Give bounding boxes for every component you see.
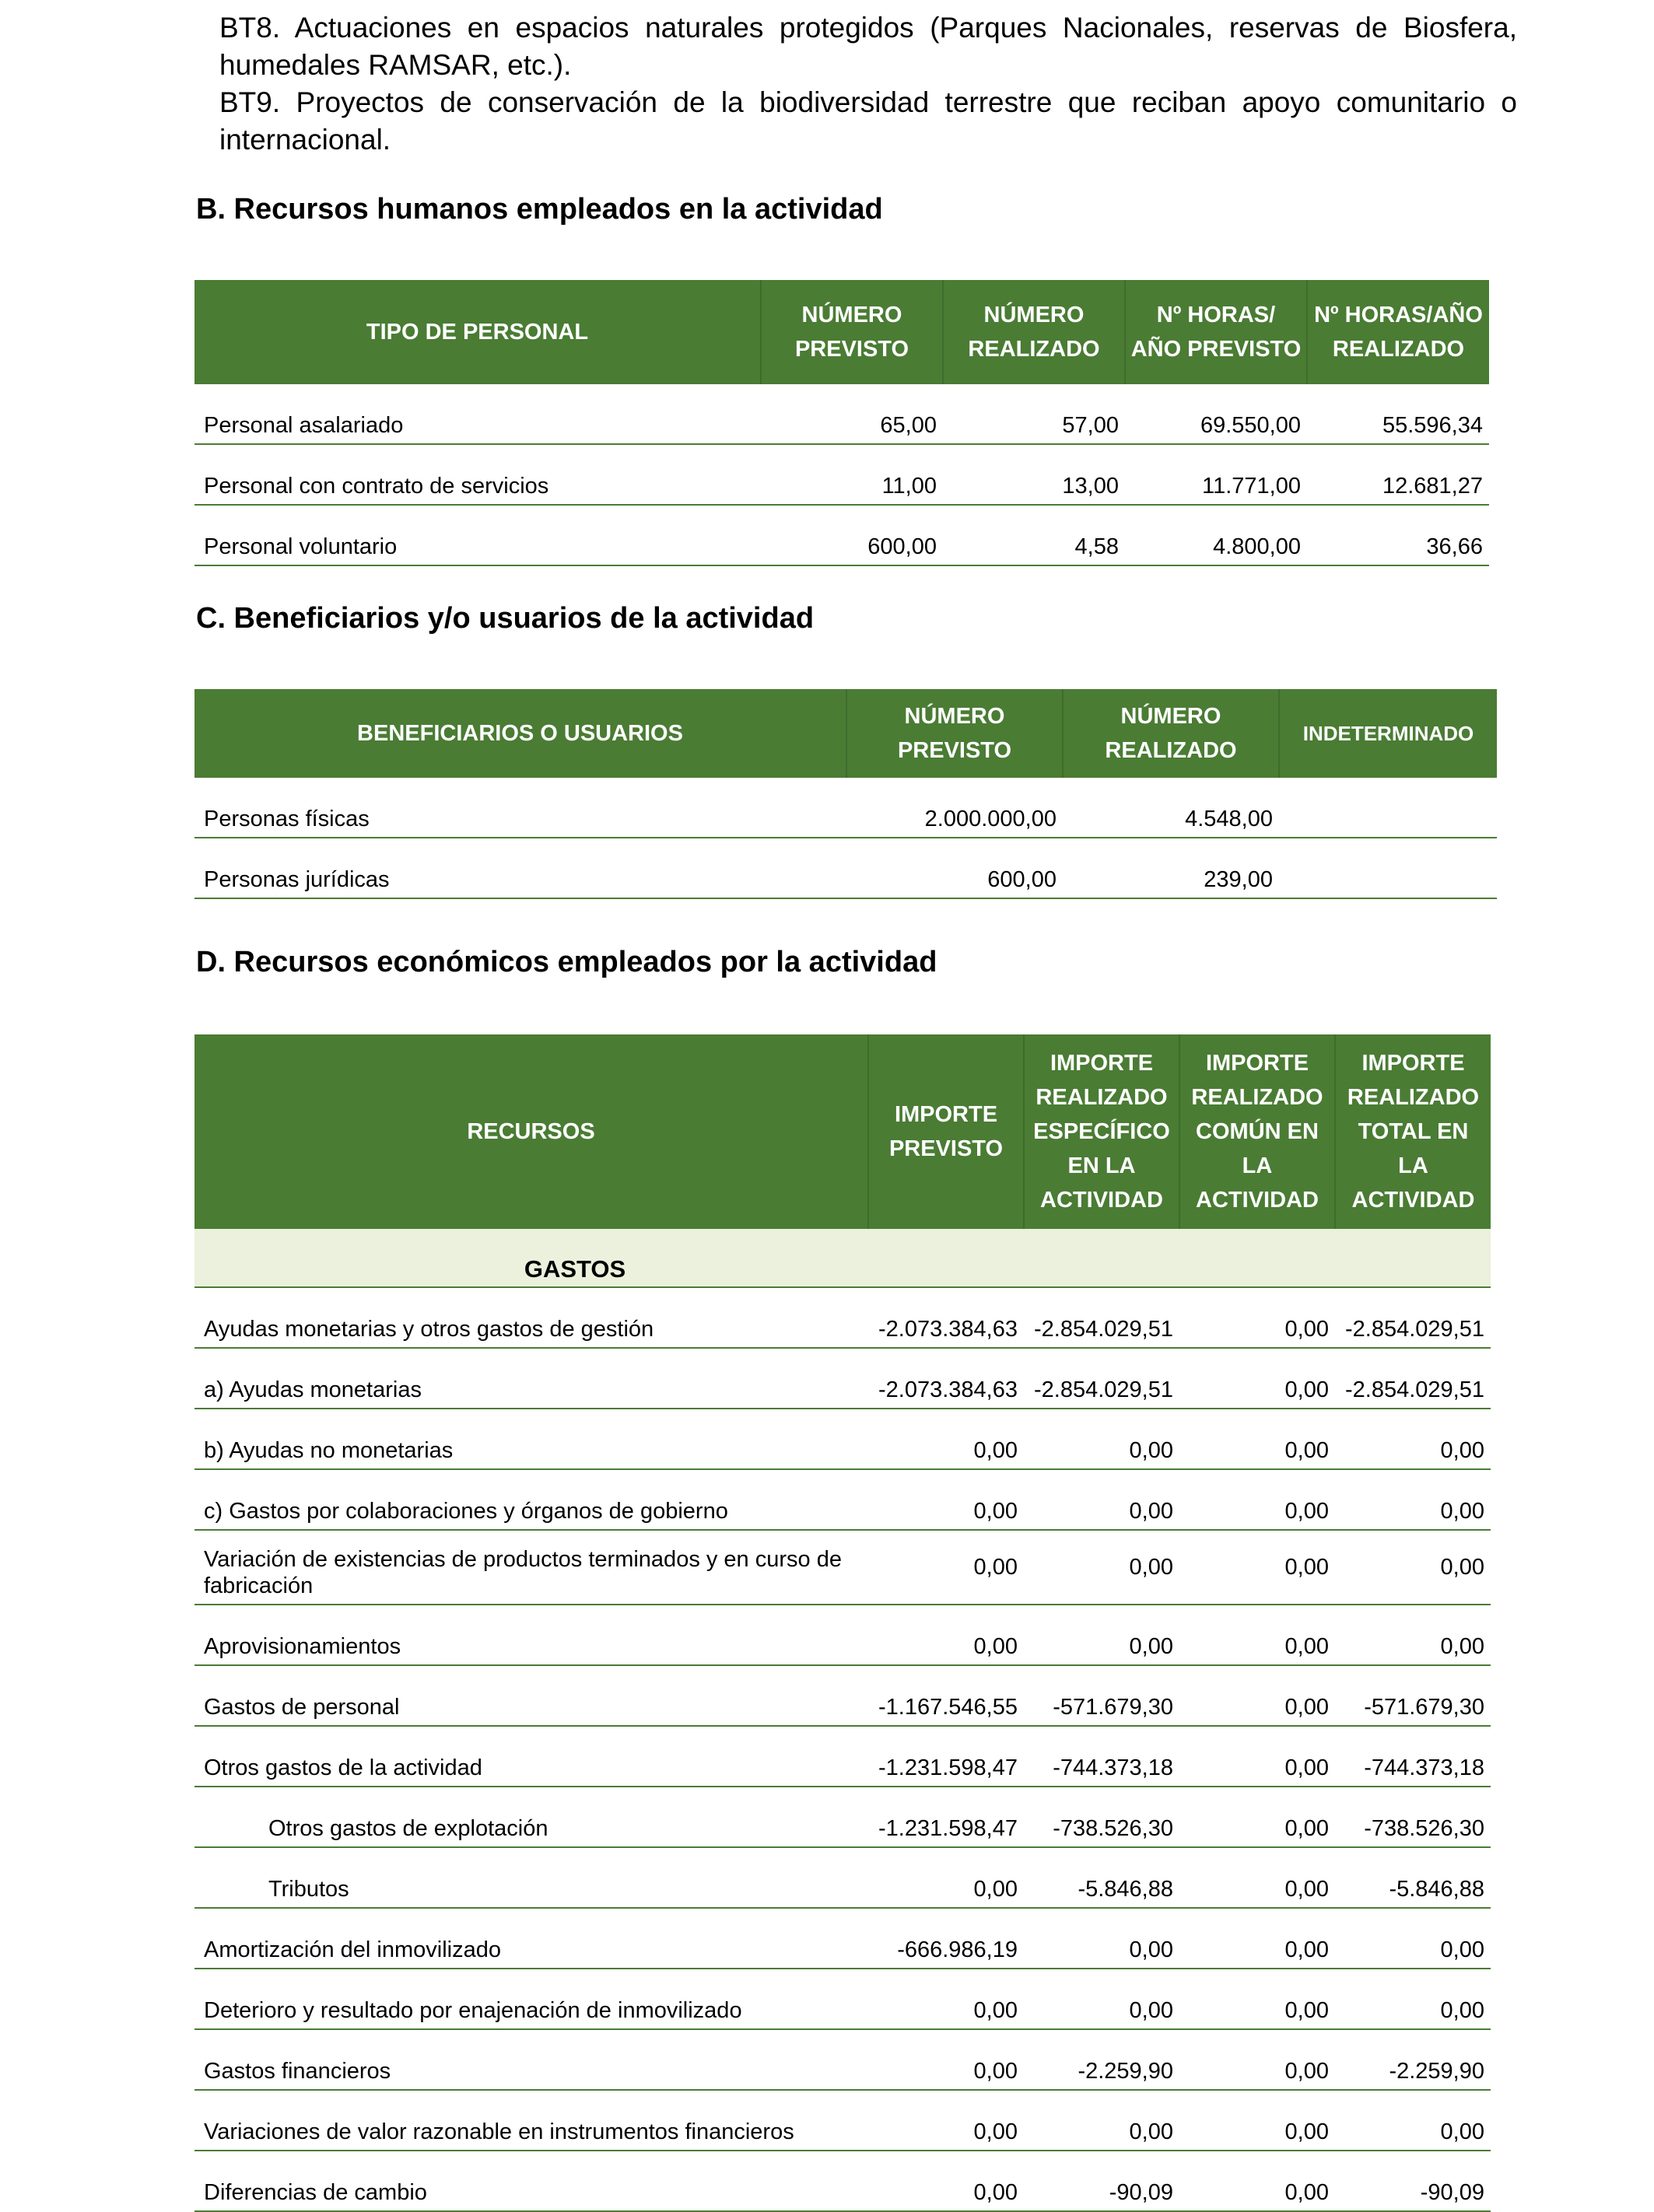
cell-value: -2.073.384,63: [868, 1348, 1024, 1409]
row-label: Aprovisionamientos: [194, 1605, 868, 1665]
row-label: Ayudas monetarias y otros gastos de gestión: [194, 1287, 868, 1348]
section-b-title: B. Recursos humanos empleados en la actividad: [196, 193, 883, 226]
empty-cell: [1335, 1229, 1491, 1287]
cell-value: 0,00: [1179, 1908, 1335, 1969]
cell-value: -2.073.384,63: [868, 1287, 1024, 1348]
table-row: [194, 1726, 1491, 1787]
table-row: [194, 2090, 1491, 2151]
personal-table: [194, 280, 1489, 566]
cell-value: 4.548,00: [1063, 778, 1279, 838]
row-label: Personal asalariado: [194, 384, 761, 444]
recursos-economicos-table: [194, 1034, 1491, 2212]
table-row: [194, 1469, 1491, 1530]
empty-cell: [868, 1229, 1024, 1287]
cell-value: 0,00: [868, 1847, 1024, 1908]
row-label: Otros gastos de explotación: [194, 1787, 868, 1847]
header-numero-previsto: NÚMERO PREVISTO: [761, 280, 943, 384]
row-label: c) Gastos por colaboraciones y órganos de gobierno: [194, 1469, 868, 1530]
cell-value: 0,00: [1024, 1908, 1179, 1969]
cell-value: 0,00: [1024, 2090, 1179, 2151]
table-row: [194, 444, 1489, 505]
cell-value: 13,00: [943, 444, 1125, 505]
cell-value: 0,00: [1179, 1348, 1335, 1409]
cell-value: 239,00: [1063, 838, 1279, 898]
header-numero-realizado: NÚMERO REALIZADO: [1063, 689, 1279, 778]
cell-value: -5.846,88: [1024, 1847, 1179, 1908]
cell-value: -90,09: [1335, 2151, 1491, 2211]
cell-value: [1279, 778, 1497, 838]
row-label: Personas jurídicas: [194, 838, 846, 898]
cell-value: 0,00: [868, 1530, 1024, 1605]
cell-value: 0,00: [1335, 1969, 1491, 2029]
gastos-label: GASTOS: [194, 1229, 868, 1287]
cell-value: 600,00: [846, 838, 1063, 898]
cell-value: 0,00: [1179, 2090, 1335, 2151]
empty-cell: [1179, 1229, 1335, 1287]
table-row: [194, 2029, 1491, 2090]
table-row: [194, 1530, 1491, 1605]
table-row: [194, 1287, 1491, 1348]
gastos-group-row: [194, 1229, 1491, 1287]
table-row: [194, 2151, 1491, 2211]
cell-value: -1.231.598,47: [868, 1787, 1024, 1847]
cell-value: 0,00: [1024, 1969, 1179, 2029]
cell-value: 0,00: [1335, 1409, 1491, 1469]
row-label: b) Ayudas no monetarias: [194, 1409, 868, 1469]
cell-value: -738.526,30: [1335, 1787, 1491, 1847]
cell-value: -2.259,90: [1335, 2029, 1491, 2090]
cell-value: 36,66: [1307, 505, 1489, 565]
header-horas-previsto: Nº HORAS/ AÑO PREVISTO: [1125, 280, 1307, 384]
cell-value: 0,00: [868, 1469, 1024, 1530]
cell-value: 0,00: [868, 2151, 1024, 2211]
row-label: Gastos de personal: [194, 1665, 868, 1726]
cell-value: -1.231.598,47: [868, 1726, 1024, 1787]
cell-value: 0,00: [1335, 1605, 1491, 1665]
cell-value: 0,00: [1024, 1530, 1179, 1605]
cell-value: -2.854.029,51: [1024, 1348, 1179, 1409]
cell-value: 600,00: [761, 505, 943, 565]
table-row: [194, 1409, 1491, 1469]
header-importe-total: IMPORTE REALIZADO TOTAL EN LA ACTIVIDAD: [1335, 1034, 1491, 1229]
cell-value: 0,00: [1179, 1665, 1335, 1726]
row-label: Personal con contrato de servicios: [194, 444, 761, 505]
cell-value: 0,00: [1335, 2090, 1491, 2151]
header-horas-realizado: Nº HORAS/AÑO REALIZADO: [1307, 280, 1489, 384]
header-recursos: RECURSOS: [194, 1034, 868, 1229]
table-row: [194, 838, 1497, 898]
cell-value: 0,00: [868, 1409, 1024, 1469]
cell-value: 11,00: [761, 444, 943, 505]
cell-value: -1.167.546,55: [868, 1665, 1024, 1726]
cell-value: 65,00: [761, 384, 943, 444]
header-importe-especifico: IMPORTE REALIZADO ESPECÍFICO EN LA ACTIVIDAD: [1024, 1034, 1179, 1229]
cell-value: 0,00: [1179, 2029, 1335, 2090]
cell-value: 0,00: [1335, 1469, 1491, 1530]
cell-value: 0,00: [1179, 1287, 1335, 1348]
cell-value: -744.373,18: [1335, 1726, 1491, 1787]
header-indeterminado: INDETERMINADO: [1279, 689, 1497, 778]
row-label: Otros gastos de la actividad: [194, 1726, 868, 1787]
cell-value: 0,00: [1335, 1908, 1491, 1969]
cell-value: -571.679,30: [1024, 1665, 1179, 1726]
table-row: [194, 1908, 1491, 1969]
cell-value: 2.000.000,00: [846, 778, 1063, 838]
cell-value: 0,00: [1179, 1726, 1335, 1787]
table-row: [194, 1787, 1491, 1847]
row-label: Variaciones de valor razonable en instrumentos financieros: [194, 2090, 868, 2151]
cell-value: 0,00: [1335, 1530, 1491, 1605]
intro-text: [219, 9, 1517, 159]
cell-value: 0,00: [868, 1969, 1024, 2029]
cell-value: 4,58: [943, 505, 1125, 565]
table-row: [194, 384, 1489, 444]
table-row: [194, 1847, 1491, 1908]
cell-value: -5.846,88: [1335, 1847, 1491, 1908]
table-row: [194, 1605, 1491, 1665]
cell-value: -744.373,18: [1024, 1726, 1179, 1787]
cell-value: -738.526,30: [1024, 1787, 1179, 1847]
beneficiarios-table: [194, 689, 1497, 899]
cell-value: 0,00: [868, 2029, 1024, 2090]
cell-value: 4.800,00: [1125, 505, 1307, 565]
row-label: Tributos: [194, 1847, 868, 1908]
cell-value: 11.771,00: [1125, 444, 1307, 505]
section-d-title: D. Recursos económicos empleados por la actividad: [196, 946, 937, 978]
cell-value: 0,00: [1024, 1469, 1179, 1530]
cell-value: -666.986,19: [868, 1908, 1024, 1969]
cell-value: 0,00: [1179, 1409, 1335, 1469]
header-numero-realizado: NÚMERO REALIZADO: [943, 280, 1125, 384]
cell-value: 0,00: [868, 1605, 1024, 1665]
cell-value: -2.854.029,51: [1335, 1348, 1491, 1409]
cell-value: 0,00: [1179, 1847, 1335, 1908]
header-importe-previsto: IMPORTE PREVISTO: [868, 1034, 1024, 1229]
cell-value: 0,00: [1179, 1969, 1335, 2029]
intro-line-bt9: BT9. Proyectos de conservación de la biodiversidad terrestre que reciban apoyo comunitario o internacional.: [219, 86, 1517, 156]
cell-value: 0,00: [1024, 1409, 1179, 1469]
section-c-title: C. Beneficiarios y/o usuarios de la actividad: [196, 602, 815, 635]
cell-value: -2.854.029,51: [1335, 1287, 1491, 1348]
cell-value: [1279, 838, 1497, 898]
cell-value: 0,00: [1179, 1530, 1335, 1605]
row-label: Personas físicas: [194, 778, 846, 838]
intro-line-bt8: BT8. Actuaciones en espacios naturales protegidos (Parques Nacionales, reservas de Biosfera, humedales RAMSAR, etc.).: [219, 12, 1517, 81]
row-label: Gastos financieros: [194, 2029, 868, 2090]
cell-value: -2.854.029,51: [1024, 1287, 1179, 1348]
row-label: Variación de existencias de productos terminados y en curso de fabricación: [194, 1530, 868, 1605]
cell-value: 0,00: [1179, 1787, 1335, 1847]
header-importe-comun: IMPORTE REALIZADO COMÚN EN LA ACTIVIDAD: [1179, 1034, 1335, 1229]
row-label: Amortización del inmovilizado: [194, 1908, 868, 1969]
table-row: [194, 1665, 1491, 1726]
table-row: [194, 1969, 1491, 2029]
cell-value: -571.679,30: [1335, 1665, 1491, 1726]
header-numero-previsto: NÚMERO PREVISTO: [846, 689, 1063, 778]
cell-value: 0,00: [1179, 1469, 1335, 1530]
cell-value: 0,00: [868, 2090, 1024, 2151]
cell-value: 69.550,00: [1125, 384, 1307, 444]
cell-value: 57,00: [943, 384, 1125, 444]
header-tipo-personal: TIPO DE PERSONAL: [194, 280, 761, 384]
cell-value: 12.681,27: [1307, 444, 1489, 505]
header-beneficiarios: BENEFICIARIOS O USUARIOS: [194, 689, 846, 778]
cell-value: -2.259,90: [1024, 2029, 1179, 2090]
cell-value: 0,00: [1179, 2151, 1335, 2211]
empty-cell: [1024, 1229, 1179, 1287]
row-label: Personal voluntario: [194, 505, 761, 565]
row-label: a) Ayudas monetarias: [194, 1348, 868, 1409]
cell-value: 55.596,34: [1307, 384, 1489, 444]
table-row: [194, 505, 1489, 565]
cell-value: 0,00: [1024, 1605, 1179, 1665]
cell-value: -90,09: [1024, 2151, 1179, 2211]
row-label: Deterioro y resultado por enajenación de inmovilizado: [194, 1969, 868, 2029]
row-label: Diferencias de cambio: [194, 2151, 868, 2211]
cell-value: 0,00: [1179, 1605, 1335, 1665]
table-row: [194, 1348, 1491, 1409]
table-row: [194, 778, 1497, 838]
